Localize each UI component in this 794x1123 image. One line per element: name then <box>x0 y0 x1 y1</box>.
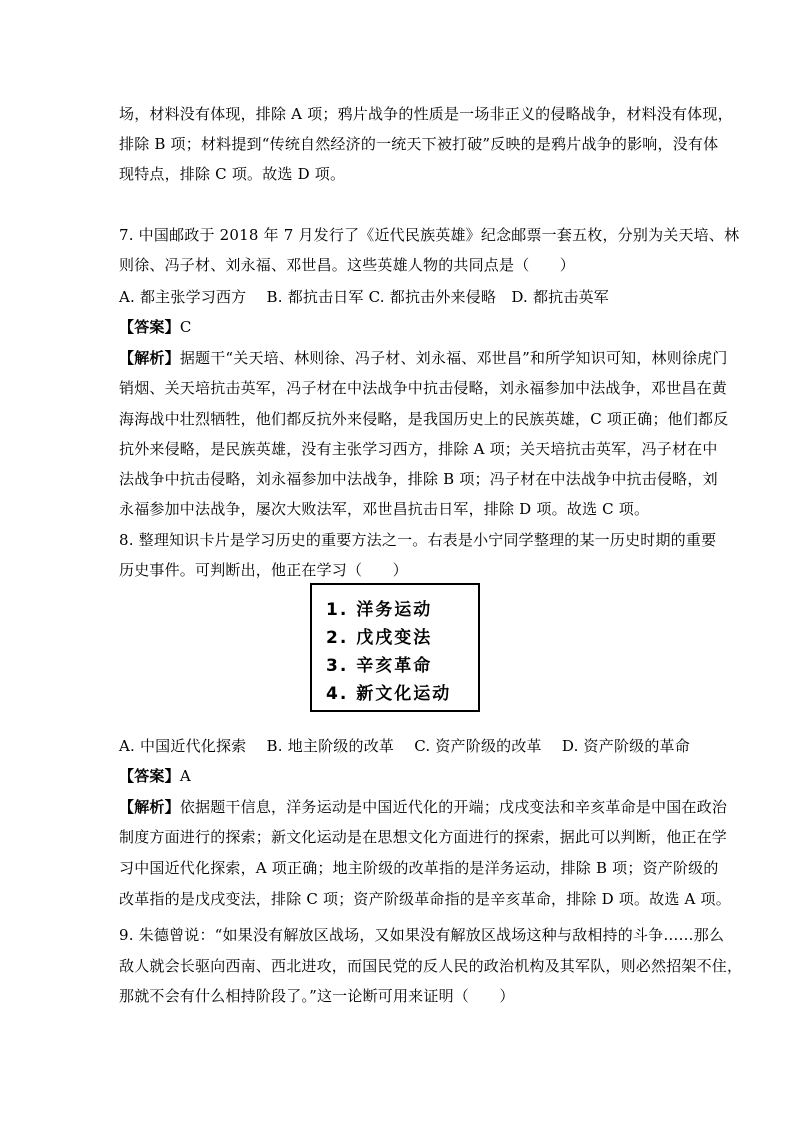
q7-stem-line-2: 则徐、冯子材、刘永福、邓世昌。这些英雄人物的共同点是（ ） <box>119 256 576 274</box>
q7-answer <box>119 317 192 337</box>
q7-stem-line-1: 7. 中国邮政于 2018 年 7 月发行了《近代民族英雄》纪念邮票一套五枚，分别为关天培、林 <box>119 226 740 244</box>
analysis-label: 【解析】 <box>119 349 180 367</box>
q6-text-line-2: 排除 B 项；材料提到“传统自然经济的一统天下被打破”反映的是鸦片战争的影响，没有体 <box>119 135 719 153</box>
q7-analysis-line-6: 永福参加中法战争，屡次大败法军，邓世昌抗击日军，排除 D 项。故选 C 项。 <box>119 500 650 518</box>
q9-stem-line-2: 敌人就会长驱向西南、西北进攻，而国民党的反人民的政治机构及其军队，则必然招架不住， <box>119 957 743 975</box>
q8-answer <box>119 766 191 786</box>
card-item-2: 2. 戊戌变法 <box>326 628 433 648</box>
q8-analysis-line-3: 习中国近代化探索，A 项正确；地主阶级的改革指的是洋务运动，排除 B 项；资产阶级的 <box>119 859 719 877</box>
card-item-1: 1. 洋务运动 <box>326 600 433 620</box>
q6-text-line-1: 场，材料没有体现，排除 A 项；鸦片战争的性质是一场非正义的侵略战争，材料没有体现， <box>119 105 733 123</box>
knowledge-card <box>310 583 480 712</box>
analysis-text: 据题干“关天培、林则徐、冯子材、刘永福、邓世昌”和所学知识可知，林则徐虎门 <box>179 349 728 367</box>
q8-analysis-line-2: 制度方面进行的探索；新文化运动是在思想文化方面进行的探索，据此可以判断，他正在学 <box>119 828 728 846</box>
q7-analysis-line-2: 销烟、关天培抗击英军，冯子材在中法战争中抗击侵略，刘永福参加中法战争，邓世昌在黄 <box>119 379 728 397</box>
q7-options: A. 都主张学习西方 B. 都抗击日军 C. 都抗击外来侵略 D. 都抗击英军 <box>119 288 609 306</box>
answer-label: 【答案】 <box>119 767 180 785</box>
answer-value: C <box>179 318 192 336</box>
q8-stem-line-1: 8. 整理知识卡片是学习历史的重要方法之一。右表是小宁同学整理的某一历史时期的重要 <box>119 531 717 549</box>
analysis-text: 依据题干信息，洋务运动是中国近代化的开端；戊戌变法和辛亥革命是中国在政治 <box>179 798 728 816</box>
q7-analysis-line-3: 海海战中壮烈牺牲，他们都反抗外来侵略，是我国历史上的民族英雄，C 项正确；他们都反 <box>119 410 729 428</box>
answer-value: A <box>179 767 191 785</box>
q8-stem-line-2: 历史事件。可判断出，他正在学习（ ） <box>119 561 408 579</box>
card-item-3: 3. 辛亥革命 <box>326 656 433 676</box>
card-item-4: 4. 新文化运动 <box>326 684 452 704</box>
q7-analysis-line-5: 法战争中抗击侵略，刘永福参加中法战争，排除 B 项；冯子材在中法战争中抗击侵略，刘 <box>119 470 718 488</box>
q6-text-line-3: 现特点，排除 C 项。故选 D 项。 <box>119 165 346 183</box>
q8-options: A. 中国近代化探索 B. 地主阶级的改革 C. 资产阶级的改革 D. 资产阶级的革命 <box>119 737 690 755</box>
q8-analysis-line-1 <box>119 797 727 817</box>
q9-stem-line-1: 9. 朱德曾说：“如果没有解放区战场，又如果没有解放区战场这种与敌相持的斗争……那么 <box>119 926 725 944</box>
answer-label: 【答案】 <box>119 318 180 336</box>
q8-analysis-line-4: 改革指的是戊戌变法，排除 C 项；资产阶级革命指的是辛亥革命，排除 D 项。故选 A 项。 <box>119 890 731 908</box>
q7-analysis-line-4: 抗外来侵略，是民族英雄，没有主张学习西方，排除 A 项；关天培抗击英军，冯子材在中 <box>119 440 718 458</box>
q9-stem-line-3: 那就不会有什么相持阶段了。”这一论断可用来证明（ ） <box>119 987 515 1005</box>
analysis-label: 【解析】 <box>119 798 180 816</box>
q7-analysis-line-1 <box>119 348 728 368</box>
